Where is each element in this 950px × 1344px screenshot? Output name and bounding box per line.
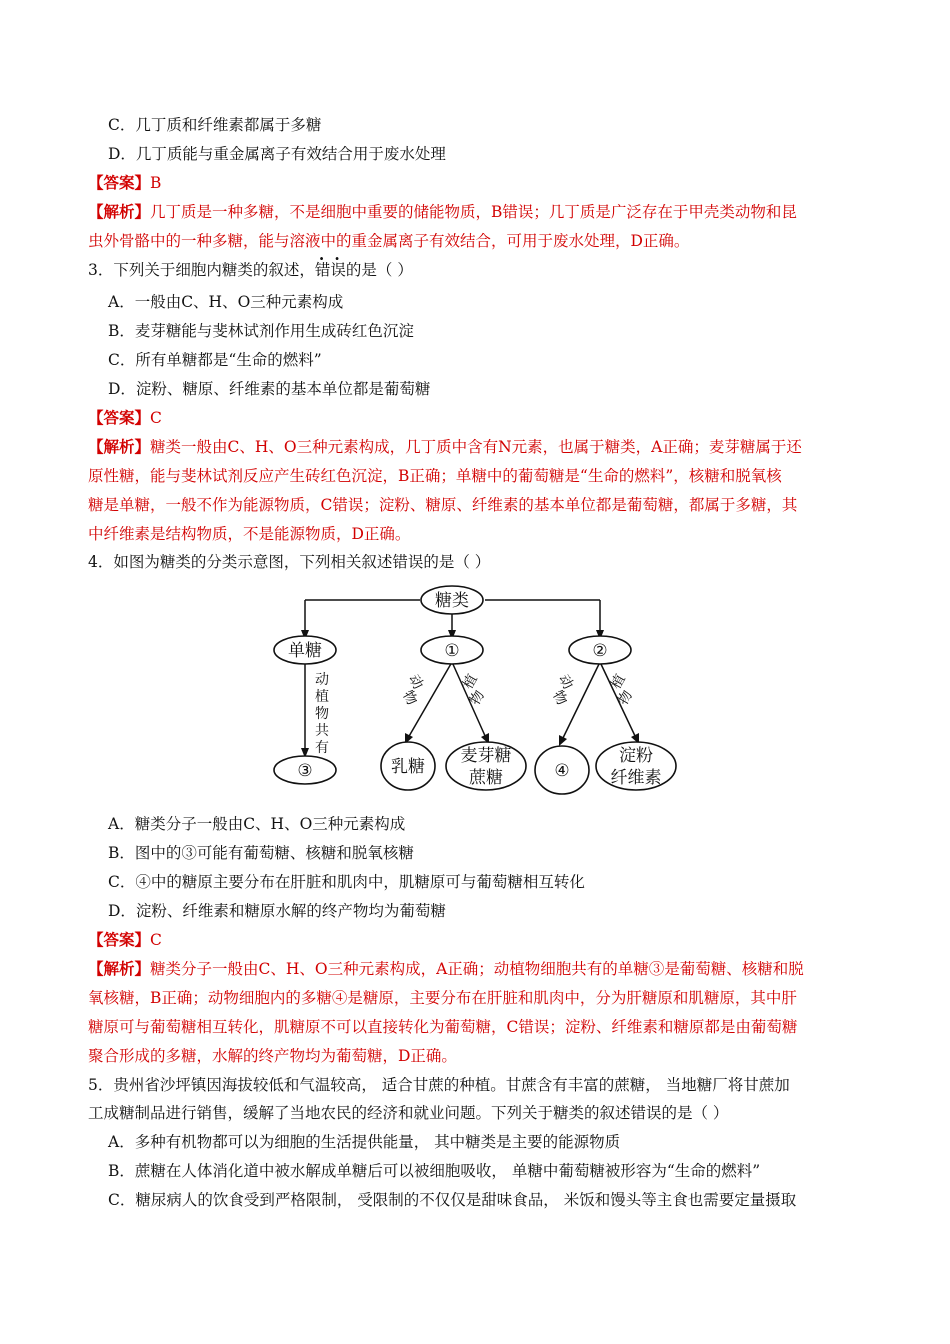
- node-1-label: ①: [444, 641, 460, 661]
- q2-explanation-line2: 虫外骨骼中的一种多糖，能与溶液中的重金属离子有效结合，可用于废水处理，D正确。: [88, 232, 690, 250]
- q5-option-a: A．多种有机物都可以为细胞的生活提供能量， 其中糖类是主要的能源物质: [108, 1133, 621, 1151]
- maltose-label: 麦芽糖: [460, 746, 512, 766]
- explain-text: 糖类分子一般由C、H、O三种元素构成，A正确；动植物细胞共有的单糖③是葡萄糖、核糖和脱: [150, 960, 804, 978]
- explain-tag: 【解析】: [88, 202, 151, 221]
- monosaccharide-node-label: 单糖: [288, 641, 322, 661]
- q4-stem: 4．如图为糖类的分类示意图，下列相关叙述错误的是（ ）: [88, 553, 491, 571]
- mono-edge-char: 有: [315, 740, 329, 756]
- edge-plant-char: 物: [615, 687, 636, 709]
- answer-value: C: [150, 931, 162, 949]
- explain-tag: 【解析】: [88, 437, 151, 456]
- q3-stem: [88, 259, 413, 281]
- q3-explanation-line4: 中纤维素是结构物质，不是能源物质，D正确。: [88, 525, 411, 543]
- cellulose-label: 纤维素: [610, 768, 662, 788]
- q3-explanation-line3: 糖是单糖，一般不作为能源物质，C错误；淀粉、糖原、纤维素的基本单位都是葡萄糖，都属于多糖，其: [88, 496, 798, 514]
- mono-edge-char: 植: [315, 689, 329, 705]
- q2-explanation-line1: [88, 201, 797, 223]
- q5-option-b: B．蔗糖在人体消化道中被水解成单糖后可以被细胞吸收， 单糖中葡萄糖被形容为“生命的燃料”: [108, 1162, 761, 1180]
- explain-text: 几丁质是一种多糖，不是细胞中重要的储能物质，B错误；几丁质是广泛存在于甲壳类动物和昆: [150, 203, 797, 221]
- q5-option-c: C．糖尿病人的饮食受到严格限制， 受限制的不仅仅是甜味食品， 米饭和馒头等主食也需要定量摄取: [108, 1191, 797, 1209]
- edge-animal-char: 物: [399, 687, 420, 709]
- q3-option-d: D．淀粉、糖原、纤维素的基本单位都是葡萄糖: [108, 380, 431, 398]
- q3-option-a: A．一般由C、H、O三种元素构成: [108, 293, 344, 311]
- q2-answer: [88, 172, 161, 194]
- node-4-label: ④: [554, 761, 570, 781]
- explain-tag: 【解析】: [88, 959, 151, 978]
- q3-option-b: B．麦芽糖能与斐林试剂作用生成砖红色沉淀: [108, 322, 414, 340]
- sucrose-label: 蔗糖: [469, 768, 503, 788]
- q3-stem-part1: 3．下列关于细胞内糖类的叙述，: [88, 261, 315, 279]
- q3-emphasis-char2: 误: [330, 261, 346, 279]
- answer-value: C: [150, 409, 162, 427]
- q4-explanation-line3: 糖原可与葡萄糖相互转化，肌糖原不可以直接转化为葡萄糖，C错误；淀粉、纤维素和糖原都是由葡萄糖: [88, 1018, 798, 1036]
- mono-edge-char: 物: [315, 706, 329, 722]
- q2-option-c: C．几丁质和纤维素都属于多糖: [108, 116, 322, 134]
- q4-option-d: D．淀粉、纤维素和糖原水解的终产物均为葡萄糖: [108, 902, 446, 920]
- mono-edge-char: 共: [315, 723, 329, 739]
- q3-explanation-line2: 原性糖，能与斐林试剂反应产生砖红色沉淀，B正确；单糖中的葡萄糖是“生命的燃料”，核糖和脱氧核: [88, 467, 782, 485]
- q3-explanation-line1: [88, 436, 802, 458]
- q2-option-d: D．几丁质能与重金属离子有效结合用于废水处理: [108, 145, 446, 163]
- answer-tag: 【答案】: [88, 930, 151, 949]
- edge-animal-char: 动: [555, 671, 576, 693]
- explain-text: 糖类一般由C、H、O三种元素构成，几丁质中含有N元素，也属于糖类，A正确；麦芽糖属于还: [150, 438, 802, 456]
- edge-animal-char: 动: [405, 671, 426, 693]
- edge-plant-char: 植: [608, 671, 629, 693]
- edge-plant-char: 物: [467, 687, 488, 709]
- q5-stem-line1: 5．贵州省沙坪镇因海拔较低和气温较高， 适合甘蔗的种植。甘蔗含有丰富的蔗糖， 当地糖厂将甘蔗加: [88, 1076, 790, 1094]
- q4-explanation-line2: 氧核糖，B正确；动物细胞内的多糖④是糖原，主要分布在肝脏和肌肉中，分为肝糖原和肌糖原，其中肝: [88, 989, 797, 1007]
- node-3-label: ③: [297, 761, 313, 781]
- answer-value: B: [150, 174, 162, 192]
- q4-explanation-line1: [88, 958, 804, 980]
- q3-option-c: C．所有单糖都是“生命的燃料”: [108, 351, 322, 369]
- mono-edge-char: 动: [315, 672, 329, 688]
- answer-tag: 【答案】: [88, 408, 151, 427]
- lactose-label: 乳糖: [391, 757, 425, 777]
- root-node-label: 糖类: [435, 591, 469, 611]
- sugar-classification-diagram: [260, 580, 690, 800]
- q4-option-c: C．④中的糖原主要分布在肝脏和肌肉中，肌糖原可与葡萄糖相互转化: [108, 873, 585, 891]
- q5-stem-line2: 工成糖制品进行销售，缓解了当地农民的经济和就业问题。下列关于糖类的叙述错误的是（ ）: [88, 1104, 729, 1122]
- starch-label: 淀粉: [619, 746, 653, 766]
- edge-plant-char: 植: [460, 671, 481, 693]
- answer-tag: 【答案】: [88, 173, 151, 192]
- q3-stem-part2: 的是（ ）: [345, 261, 413, 279]
- q4-answer: [88, 929, 162, 951]
- q4-explanation-line4: 聚合形成的多糖，水解的终产物均为葡萄糖，D正确。: [88, 1047, 457, 1065]
- q3-emphasis-char1: 错: [314, 261, 331, 279]
- q4-option-b: B．图中的③可能有葡萄糖、核糖和脱氧核糖: [108, 844, 414, 862]
- q3-answer: [88, 407, 162, 429]
- q4-option-a: A．糖类分子一般由C、H、O三种元素构成: [108, 815, 406, 833]
- node-2-label: ②: [592, 641, 608, 661]
- edge-animal-char: 物: [549, 687, 570, 709]
